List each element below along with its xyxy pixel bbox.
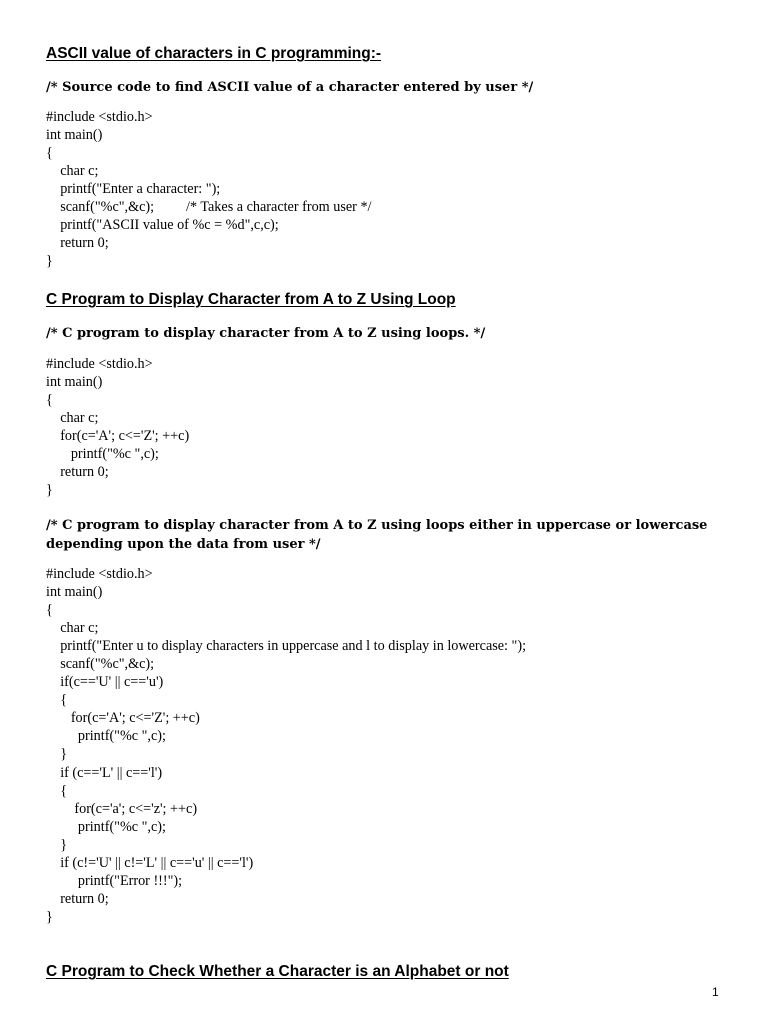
page-number: 1 [712,985,719,999]
code-comment-ascii-value: /* Source code to find ASCII value of a character entered by user */ [46,80,534,95]
code-block-display-a-to-z: #include <stdio.h> int main() { char c; for(c='A'; c<='Z'; ++c) printf("%c ",c); return 0; } [46,356,190,499]
code-comment-uppercase-lowercase: /* C program to display character from A to Z using loops either in uppercase or lowercase depending upon the data from user */ [46,518,708,552]
section-heading-check-alphabet: C Program to Check Whether a Character is an Alphabet or not [46,963,509,980]
code-comment-display-a-to-z: /* C program to display character from A to Z using loops. */ [46,326,486,341]
section-heading-display-a-to-z: C Program to Display Character from A to Z Using Loop [46,291,456,308]
code-block-ascii-value: #include <stdio.h> int main() { char c; printf("Enter a character: "); scanf("%c",&c); /* Takes a character from user */ printf("ASCII value of %c = %d",c,c); return 0; } [46,109,372,270]
code-block-uppercase-lowercase: #include <stdio.h> int main() { char c; printf("Enter u to display characters in uppercase and l to display in lowercase: "); scanf("%c",&c); if(c=='U' || c=='u') { for(c='A'; c<='Z'; ++c) printf("%c ",c); } if (c=='L' || c=='l') { for(c='a'; c<='z'; ++c) printf("%c ",c); } if (c!='U' || c!='L' || c=='u' || c=='l') printf("Error !!!"); return 0; } [46,566,527,925]
section-heading-ascii-value: ASCII value of characters in C programming:- [46,45,382,62]
